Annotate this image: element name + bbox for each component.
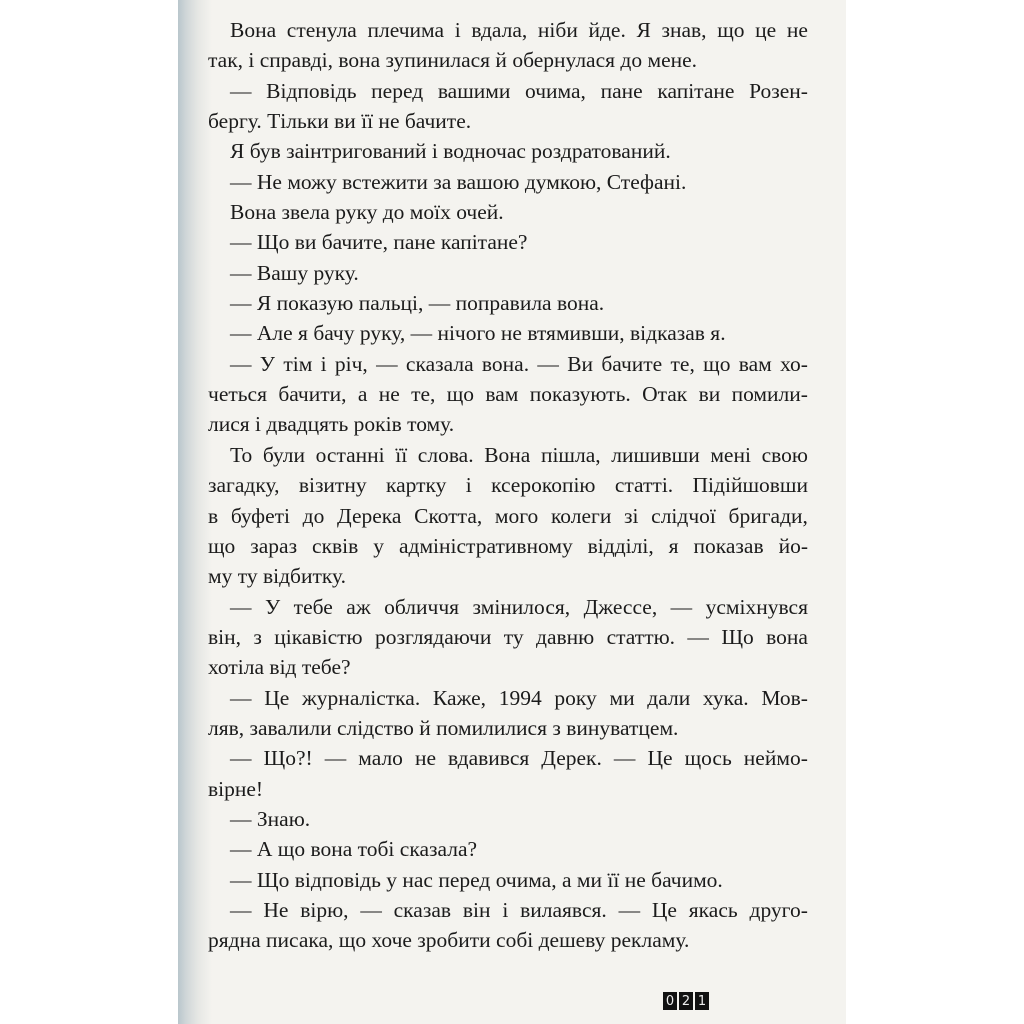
- text-line: хотіла від тебе?: [208, 655, 351, 680]
- word: в: [208, 503, 219, 528]
- word: слідчої: [651, 503, 716, 528]
- text-line: [208, 379, 808, 409]
- word: бригади,: [728, 503, 808, 528]
- word: цікавістю: [274, 624, 363, 649]
- word: річ,: [334, 351, 368, 376]
- word: плечима: [367, 18, 445, 42]
- word: Це: [651, 897, 677, 922]
- word: То: [230, 442, 253, 467]
- text-line: [208, 501, 808, 531]
- word: візитну: [298, 473, 367, 498]
- word: Дерека: [337, 503, 402, 528]
- word: У: [259, 351, 276, 376]
- word: року: [554, 685, 597, 710]
- word: вона: [766, 624, 808, 649]
- text-line: [208, 15, 808, 45]
- word: стенула: [286, 18, 357, 42]
- word: —: [230, 746, 252, 771]
- word: буфеті: [230, 503, 290, 528]
- word: з: [253, 624, 262, 649]
- word: —: [230, 594, 252, 619]
- text-line: Вона звела руку до моїх очей.: [230, 200, 504, 225]
- word: —: [537, 351, 559, 376]
- word: Це: [647, 746, 673, 771]
- word: те,: [411, 382, 436, 407]
- word: те,: [670, 351, 695, 376]
- word: сквів: [312, 533, 359, 558]
- word: Розен-: [749, 78, 808, 103]
- word: Що: [721, 624, 754, 649]
- word: тебе: [293, 594, 333, 619]
- text-line: рядна писака, що хоче зробити собі дешеву рекламу.: [208, 928, 690, 953]
- word: її: [395, 442, 408, 467]
- text-line: [208, 531, 808, 561]
- word: я: [668, 533, 679, 558]
- word: мені: [710, 442, 751, 467]
- word: картку: [385, 473, 447, 498]
- word: тім: [283, 351, 313, 376]
- word: очима,: [525, 78, 586, 103]
- word: вірю,: [300, 897, 349, 922]
- word: 1994: [498, 685, 542, 710]
- word: пане: [600, 78, 643, 103]
- word: відділі,: [587, 533, 654, 558]
- word: слова.: [417, 442, 474, 467]
- word: —: [324, 746, 347, 771]
- word: щось: [684, 746, 732, 771]
- book-page: [178, 0, 846, 1024]
- word: журналістка.: [301, 685, 421, 710]
- word: не: [786, 18, 808, 42]
- word: Підійшовши: [692, 473, 808, 498]
- word: йо-: [778, 533, 808, 558]
- word: Вона: [230, 18, 277, 42]
- text-line: — Не можу встежити за вашою думкою, Стефані.: [230, 169, 687, 194]
- word: вам: [738, 351, 772, 376]
- word: у: [373, 533, 385, 558]
- word: колеги: [550, 503, 612, 528]
- word: —: [230, 685, 252, 710]
- text-line: так, і справді, вона зупинилася й обернулася до мене.: [208, 48, 698, 73]
- text-line: вірне!: [208, 776, 264, 801]
- text-line: — А що вона тобі сказала?: [230, 837, 478, 862]
- word: це: [755, 18, 777, 42]
- word: —: [687, 624, 709, 649]
- word: бачити,: [278, 382, 347, 407]
- word: що: [717, 18, 745, 42]
- word: що: [446, 382, 475, 407]
- word: —: [670, 594, 693, 619]
- word: вона.: [481, 351, 530, 376]
- word: Не: [263, 897, 289, 922]
- word: загадку,: [208, 473, 280, 498]
- word: не: [414, 746, 437, 771]
- text-line: — Але я бачу руку, — нічого не втямивши, відказав я.: [230, 321, 726, 346]
- page-body-text: [208, 15, 808, 956]
- page-number-digit: 0: [663, 992, 677, 1010]
- text-line: [208, 622, 808, 652]
- text-line: — Що відповідь у нас перед очима, а ми її не бачимо.: [230, 867, 723, 892]
- word: Отак: [642, 382, 688, 407]
- word: Це: [264, 685, 290, 710]
- word: вдала,: [471, 18, 528, 42]
- word: —: [376, 351, 398, 376]
- word: свою: [761, 442, 808, 467]
- text-line: [208, 76, 808, 106]
- word: ви: [698, 382, 721, 407]
- word: розглядаючи: [374, 624, 492, 649]
- word: обличчя: [384, 594, 460, 619]
- word: сказав: [393, 897, 452, 922]
- text-line: [208, 683, 808, 713]
- text-line: — Вашу руку.: [230, 260, 359, 285]
- text-line: бергу. Тільки ви її не бачите.: [208, 109, 472, 134]
- word: хука.: [702, 685, 749, 710]
- word: до: [302, 503, 325, 528]
- word: і: [454, 18, 461, 42]
- word: ксерокопію: [491, 473, 596, 498]
- word: помили-: [731, 382, 808, 407]
- word: показав: [693, 533, 764, 558]
- page-number: [663, 992, 709, 1010]
- text-line: лися і двадцять років тому.: [208, 412, 455, 437]
- word: вилаявся.: [520, 897, 607, 922]
- text-line: [208, 440, 808, 470]
- word: У: [264, 594, 281, 619]
- word: статтю.: [606, 624, 676, 649]
- text-line: му ту відбитку.: [208, 564, 346, 589]
- page-number-digit: 2: [679, 992, 693, 1010]
- word: Ви: [567, 351, 594, 376]
- word: Джессе,: [583, 594, 658, 619]
- word: сказала: [405, 351, 474, 376]
- word: останні: [315, 442, 385, 467]
- text-line: ляв, завалили слідство й помилилися з винуватцем.: [208, 715, 679, 740]
- word: вдавився: [448, 746, 530, 771]
- word: ми: [609, 685, 635, 710]
- word: перед: [371, 78, 424, 103]
- word: вам: [485, 382, 519, 407]
- word: —: [618, 897, 641, 922]
- text-line: — Я показую пальці, — поправила вона.: [230, 291, 605, 316]
- word: —: [230, 897, 252, 922]
- word: він: [462, 897, 491, 922]
- word: змінилося,: [472, 594, 571, 619]
- word: друго-: [749, 897, 808, 922]
- word: аж: [346, 594, 371, 619]
- word: мало: [358, 746, 403, 771]
- text-line: [208, 349, 808, 379]
- word: Вона: [484, 442, 531, 467]
- word: Відповідь: [266, 78, 357, 103]
- word: давню: [536, 624, 595, 649]
- word: —: [230, 351, 252, 376]
- word: і: [502, 897, 509, 922]
- text-line: [208, 470, 808, 500]
- word: капітане: [657, 78, 735, 103]
- word: бачите: [601, 351, 663, 376]
- word: усміхнувся: [705, 594, 808, 619]
- word: ту: [503, 624, 524, 649]
- word: ніби: [537, 18, 578, 42]
- word: а: [357, 382, 368, 407]
- word: йде.: [588, 18, 626, 42]
- word: пішла,: [540, 442, 601, 467]
- word: статті.: [614, 473, 674, 498]
- word: зараз: [250, 533, 298, 558]
- word: зі: [624, 503, 639, 528]
- word: Дерек.: [541, 746, 602, 771]
- word: неймо-: [743, 746, 808, 771]
- word: Що?!: [263, 746, 313, 771]
- word: і: [320, 351, 327, 376]
- word: що: [208, 533, 236, 558]
- text-line: — Знаю.: [230, 806, 311, 831]
- word: були: [262, 442, 306, 467]
- text-line: Я був заінтригований і водночас роздратований.: [230, 139, 671, 164]
- word: він,: [208, 624, 242, 649]
- word: мого: [494, 503, 539, 528]
- text-line: [208, 592, 808, 622]
- word: вашими: [437, 78, 511, 103]
- word: дали: [647, 685, 691, 710]
- word: лишивши: [611, 442, 700, 467]
- word: Я: [636, 18, 651, 42]
- word: показують.: [529, 382, 631, 407]
- word: —: [613, 746, 636, 771]
- word: і: [465, 473, 472, 498]
- word: Каже,: [432, 685, 487, 710]
- page-number-digit: 1: [695, 992, 709, 1010]
- text-line: [208, 743, 808, 773]
- word: адміністративному: [398, 533, 573, 558]
- text-line: — Що ви бачите, пане капітане?: [230, 230, 528, 255]
- word: —: [360, 897, 382, 922]
- word: не: [378, 382, 400, 407]
- word: четься: [208, 382, 267, 407]
- word: знав,: [661, 18, 707, 42]
- word: що: [703, 351, 731, 376]
- word: Мов-: [761, 685, 808, 710]
- word: —: [230, 78, 252, 103]
- word: якась: [688, 897, 738, 922]
- text-line: [208, 895, 808, 925]
- word: Скотта,: [414, 503, 483, 528]
- word: хо-: [780, 351, 808, 376]
